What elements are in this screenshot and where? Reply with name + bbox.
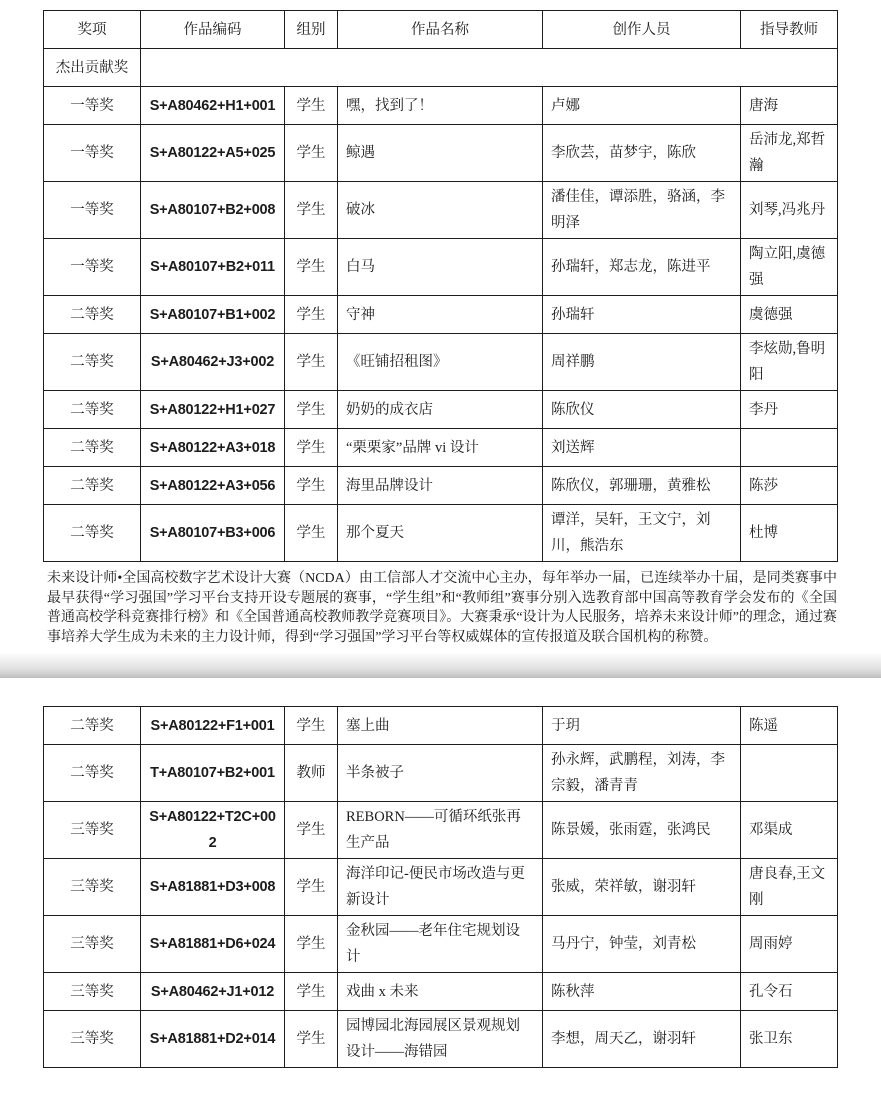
cell-title: 半条被子 xyxy=(338,745,543,802)
cell-group: 学生 xyxy=(285,391,338,429)
table-row xyxy=(44,707,838,745)
header-teachers: 指导教师 xyxy=(741,11,838,49)
cell-title: 金秋园——老年住宅规划设计 xyxy=(338,916,543,973)
cell-teachers: 岳沛龙,郑哲瀚 xyxy=(741,125,838,182)
cell-code: S+A80122+F1+001 xyxy=(141,707,285,745)
cell-creators: 马丹宁，钟莹，刘青松 xyxy=(543,916,741,973)
cell-teachers: 杜博 xyxy=(741,505,838,562)
cell-creators: 陈秋萍 xyxy=(543,973,741,1011)
cell-code: S+A80107+B3+006 xyxy=(141,505,285,562)
table-row xyxy=(44,87,838,125)
cell-creators: 周祥鹏 xyxy=(543,334,741,391)
cell-teachers: 陶立阳,虞德强 xyxy=(741,239,838,296)
cell-code: S+A80107+B2+008 xyxy=(141,182,285,239)
cell-creators: 孙瑞轩，郑志龙，陈进平 xyxy=(543,239,741,296)
cell-special-award: 杰出贡献奖 xyxy=(44,49,141,87)
cell-teachers: 李丹 xyxy=(741,391,838,429)
table-row xyxy=(44,239,838,296)
cell-award: 二等奖 xyxy=(44,505,141,562)
cell-group: 学生 xyxy=(285,916,338,973)
cell-award: 一等奖 xyxy=(44,87,141,125)
table-row xyxy=(44,802,838,859)
header-award: 奖项 xyxy=(44,11,141,49)
cell-group: 学生 xyxy=(285,467,338,505)
table-row xyxy=(44,745,838,802)
cell-code: S+A80122+A3+018 xyxy=(141,429,285,467)
cell-award: 二等奖 xyxy=(44,334,141,391)
cell-group: 学生 xyxy=(285,707,338,745)
cell-teachers: 陈遥 xyxy=(741,707,838,745)
cell-title: 白马 xyxy=(338,239,543,296)
cell-group: 学生 xyxy=(285,802,338,859)
header-title: 作品名称 xyxy=(338,11,543,49)
cell-teachers xyxy=(741,745,838,802)
cell-code: S+A81881+D2+014 xyxy=(141,1011,285,1068)
cell-code: S+A80462+H1+001 xyxy=(141,87,285,125)
cell-special-empty xyxy=(141,49,838,87)
cell-title: 海洋印记-便民市场改造与更新设计 xyxy=(338,859,543,916)
cell-code: S+A80462+J1+012 xyxy=(141,973,285,1011)
cell-creators: 刘送辉 xyxy=(543,429,741,467)
header-creators: 创作人员 xyxy=(543,11,741,49)
cell-title: 塞上曲 xyxy=(338,707,543,745)
cell-award: 二等奖 xyxy=(44,745,141,802)
cell-group: 学生 xyxy=(285,859,338,916)
cell-creators: 张威，荣祥敏，谢羽轩 xyxy=(543,859,741,916)
cell-award: 三等奖 xyxy=(44,859,141,916)
cell-code: S+A80107+B2+011 xyxy=(141,239,285,296)
cell-creators: 谭洋，吴轩，王文宁，刘川，熊浩东 xyxy=(543,505,741,562)
cell-teachers: 唐海 xyxy=(741,87,838,125)
cell-code: S+A81881+D6+024 xyxy=(141,916,285,973)
cell-title: 那个夏天 xyxy=(338,505,543,562)
cell-teachers: 李炫勋,鲁明阳 xyxy=(741,334,838,391)
table-row xyxy=(44,467,838,505)
cell-award: 二等奖 xyxy=(44,707,141,745)
table-row xyxy=(44,973,838,1011)
cell-creators: 陈欣仪 xyxy=(543,391,741,429)
awards-table-page2 xyxy=(43,706,838,1068)
table-header-row xyxy=(44,11,838,49)
cell-creators: 于玥 xyxy=(543,707,741,745)
cell-group: 教师 xyxy=(285,745,338,802)
cell-award: 三等奖 xyxy=(44,1011,141,1068)
cell-award: 一等奖 xyxy=(44,239,141,296)
cell-award: 三等奖 xyxy=(44,973,141,1011)
cell-teachers: 刘琴,冯兆丹 xyxy=(741,182,838,239)
cell-group: 学生 xyxy=(285,334,338,391)
cell-title: 奶奶的成衣店 xyxy=(338,391,543,429)
cell-teachers: 邓渠成 xyxy=(741,802,838,859)
cell-code: S+A80462+J3+002 xyxy=(141,334,285,391)
cell-title: 海里品牌设计 xyxy=(338,467,543,505)
cell-code: S+A80122+T2C+002 xyxy=(141,802,285,859)
cell-group: 学生 xyxy=(285,505,338,562)
cell-code: S+A80122+A3+056 xyxy=(141,467,285,505)
cell-code: T+A80107+B2+001 xyxy=(141,745,285,802)
table-row xyxy=(44,429,838,467)
page-break-separator xyxy=(0,654,881,678)
table-row xyxy=(44,125,838,182)
document-page xyxy=(0,10,881,1068)
cell-code: S+A80122+A5+025 xyxy=(141,125,285,182)
cell-teachers: 周雨婷 xyxy=(741,916,838,973)
cell-award: 一等奖 xyxy=(44,182,141,239)
cell-group: 学生 xyxy=(285,87,338,125)
cell-code: S+A81881+D3+008 xyxy=(141,859,285,916)
cell-creators: 陈景媛，张雨霆，张鸿民 xyxy=(543,802,741,859)
cell-title: 守神 xyxy=(338,296,543,334)
header-group: 组别 xyxy=(285,11,338,49)
cell-title: 戏曲 x 未来 xyxy=(338,973,543,1011)
cell-award: 二等奖 xyxy=(44,391,141,429)
competition-intro-paragraph: 未来设计师•全国高校数字艺术设计大赛（NCDA）由工信部人才交流中心主办，每年举办一届，已连续举办十届，是同类赛事中最早获得“学习强国”学习平台支持开设专题展的赛事，“学生组”和“教师组”赛事分别入选教育部中国高等教育学会发布的《全国普通高校学科竞赛排行榜》和《全国普通高校教师教学竞赛项目》。大赛秉承“设计为人民服务，培养未来设计师”的理念，通过赛事培养大学生成为未来的主力设计师，得到“学习强国”学习平台等权威媒体的宣传报道及联合国机构的称赞。 xyxy=(47,571,837,645)
table-row xyxy=(44,1011,838,1068)
cell-award: 三等奖 xyxy=(44,916,141,973)
cell-title: 园博园北海园展区景观规划设计——海错园 xyxy=(338,1011,543,1068)
cell-teachers: 孔令石 xyxy=(741,973,838,1011)
cell-group: 学生 xyxy=(285,182,338,239)
cell-award: 二等奖 xyxy=(44,296,141,334)
cell-group: 学生 xyxy=(285,125,338,182)
cell-creators: 卢娜 xyxy=(543,87,741,125)
cell-title: 嘿，找到了！ xyxy=(338,87,543,125)
cell-award: 二等奖 xyxy=(44,429,141,467)
awards-table-page1 xyxy=(43,10,838,562)
cell-creators: 李欣芸，苗梦宇，陈欣 xyxy=(543,125,741,182)
cell-creators: 陈欣仪，郭珊珊，黄雅松 xyxy=(543,467,741,505)
cell-title: “栗栗家”品牌 vi 设计 xyxy=(338,429,543,467)
cell-award: 三等奖 xyxy=(44,802,141,859)
cell-teachers: 张卫东 xyxy=(741,1011,838,1068)
cell-creators: 孙瑞轩 xyxy=(543,296,741,334)
cell-teachers: 虞德强 xyxy=(741,296,838,334)
table-row xyxy=(44,391,838,429)
cell-creators: 孙永辉，武鹏程，刘涛，李宗毅，潘青青 xyxy=(543,745,741,802)
cell-title: 破冰 xyxy=(338,182,543,239)
cell-group: 学生 xyxy=(285,1011,338,1068)
header-code: 作品编码 xyxy=(141,11,285,49)
cell-group: 学生 xyxy=(285,239,338,296)
cell-code: S+A80107+B1+002 xyxy=(141,296,285,334)
cell-group: 学生 xyxy=(285,296,338,334)
table-row xyxy=(44,916,838,973)
cell-teachers: 陈莎 xyxy=(741,467,838,505)
cell-title: 《旺铺招租图》 xyxy=(338,334,543,391)
cell-creators: 潘佳佳，谭添胜，骆涵，李明泽 xyxy=(543,182,741,239)
cell-group: 学生 xyxy=(285,429,338,467)
cell-title: REBORN——可循环纸张再生产品 xyxy=(338,802,543,859)
cell-group: 学生 xyxy=(285,973,338,1011)
table-row xyxy=(44,334,838,391)
cell-award: 二等奖 xyxy=(44,467,141,505)
table-row xyxy=(44,296,838,334)
cell-creators: 李想，周天乙，谢羽轩 xyxy=(543,1011,741,1068)
cell-teachers: 唐良春,王文刚 xyxy=(741,859,838,916)
cell-title: 鲸遇 xyxy=(338,125,543,182)
table-row xyxy=(44,859,838,916)
cell-teachers xyxy=(741,429,838,467)
table-row xyxy=(44,505,838,562)
cell-award: 一等奖 xyxy=(44,125,141,182)
cell-code: S+A80122+H1+027 xyxy=(141,391,285,429)
table-row xyxy=(44,182,838,239)
special-award-row xyxy=(44,49,838,87)
